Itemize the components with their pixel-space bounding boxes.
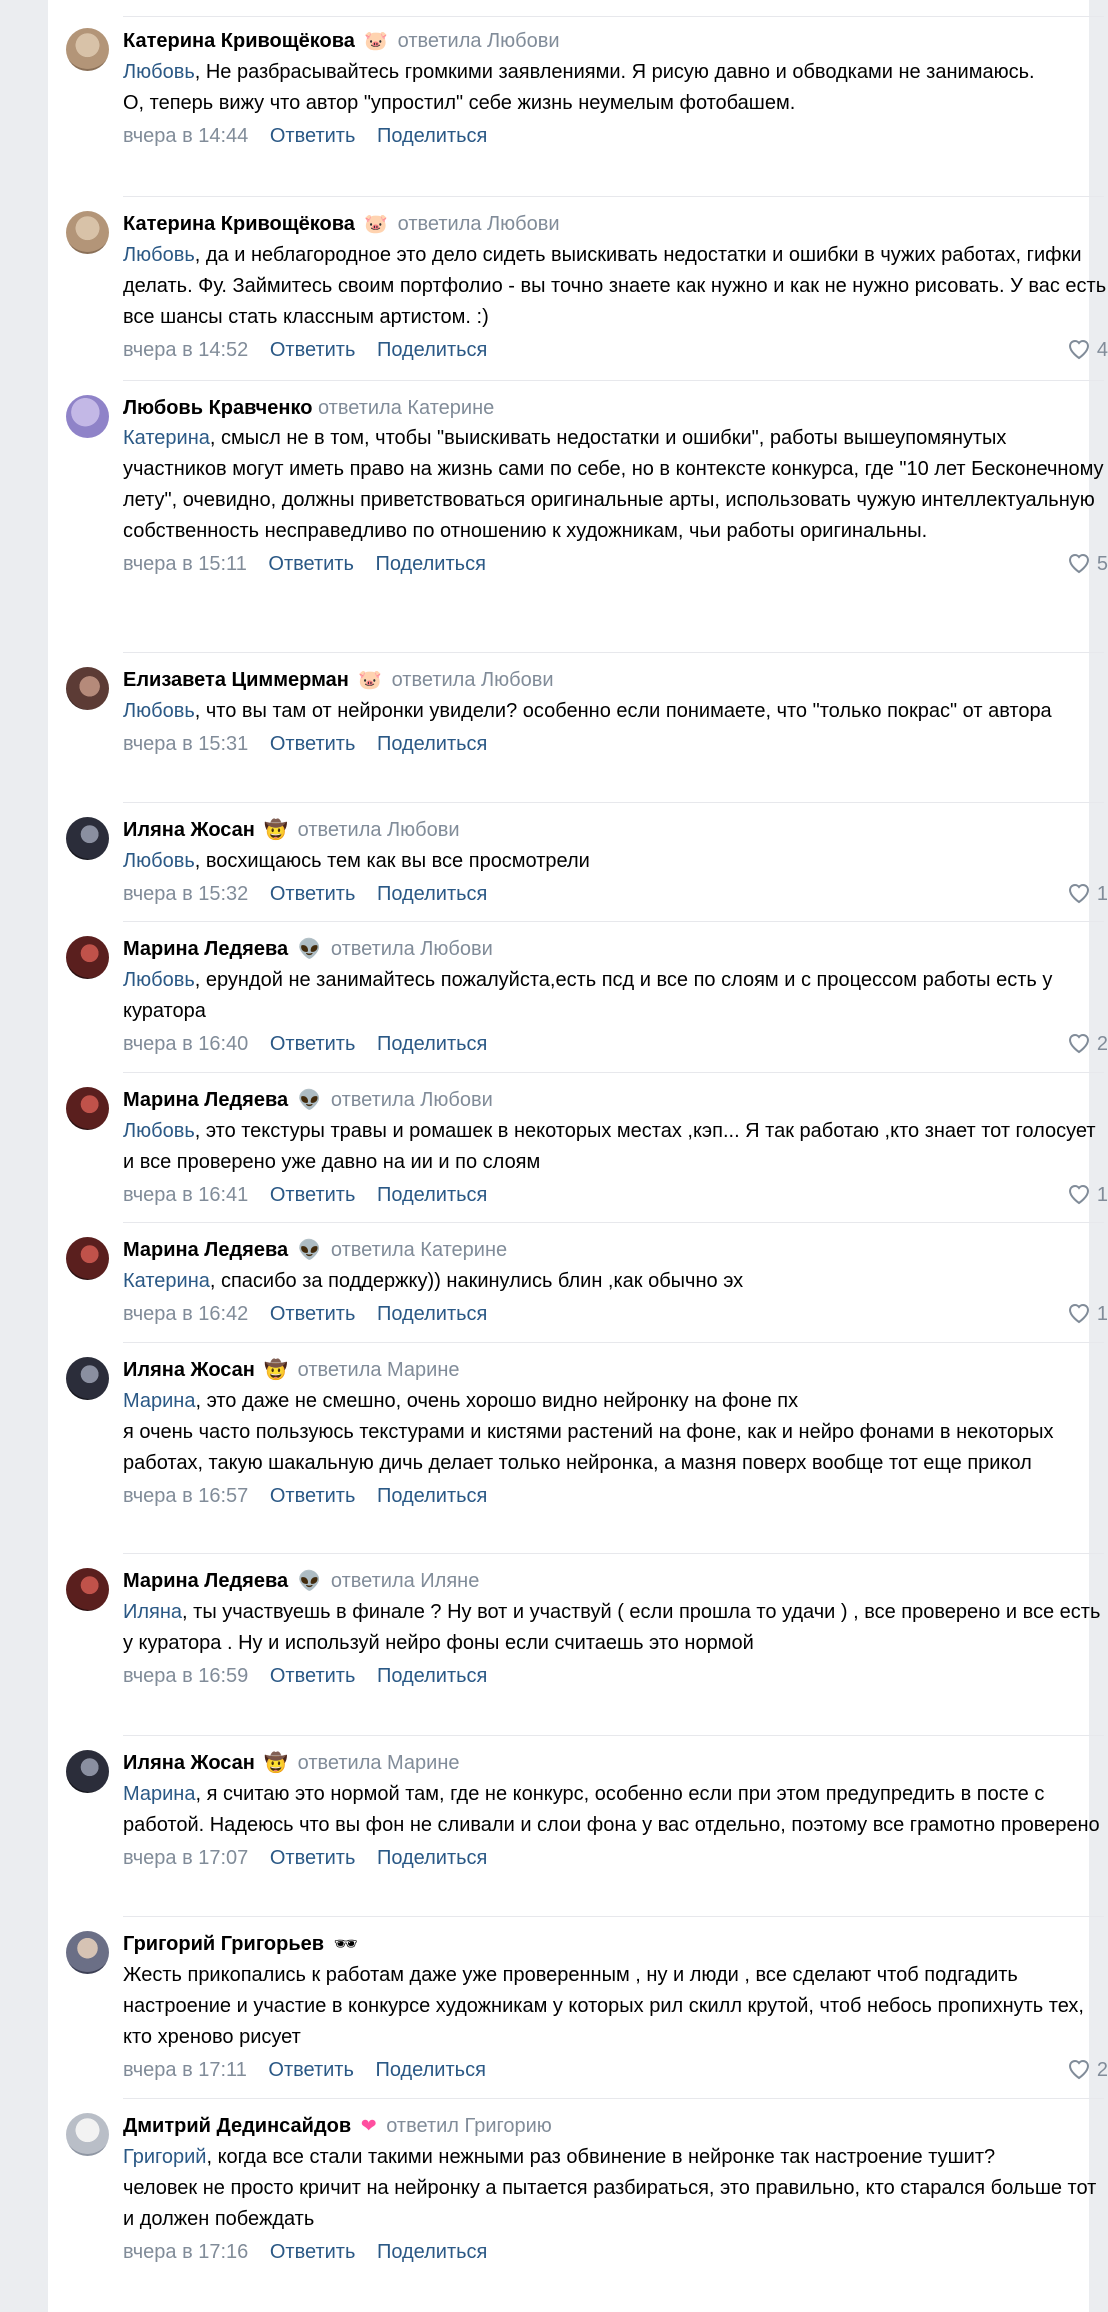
sunglasses-emoji-icon: 🕶 [333,1933,358,1955]
mention-link[interactable]: Любовь [123,699,195,722]
replied-to-link[interactable]: ответила Любови [397,213,560,235]
replied-to-link[interactable]: ответила Катерине [330,1239,508,1261]
share-button[interactable]: Поделиться [376,1664,488,1687]
like-count: 4 [1096,338,1108,361]
comment-time[interactable]: вчера в 17:07 [123,1846,249,1869]
comment-meta [123,335,1108,365]
divider [123,1916,1104,1917]
comment-text: Катерина, смысл не в том, чтобы "выискивать недостатки и ошибки", работы вышеупомянутых участников могут иметь право на жизнь сами по себе, но в контексте конкурса, где "10 лет Бесконечному лету", очевидно, должны приветствоваться оригинальные арты, использовать чужую интеллектуальную собственность несправедливо по отношению к художникам, чьи работы оригинальны. [123,427,1104,542]
comment-time[interactable]: вчера в 17:11 [123,2058,247,2081]
reply-button[interactable]: Ответить [269,882,356,905]
avatar[interactable] [66,817,109,860]
comment-author[interactable]: Марина Ледяева [123,1239,289,1261]
divider [123,1735,1104,1736]
avatar[interactable] [66,1087,109,1130]
reply-button[interactable]: Ответить [269,1664,356,1687]
reply-button[interactable]: Ответить [269,732,356,755]
heart-icon [1067,882,1091,904]
pink-heart-emoji-icon: ❤ [360,2115,377,2137]
comment-meta [123,2055,1108,2085]
comment-time[interactable]: вчера в 16:59 [123,1664,249,1687]
divider [123,1222,1104,1223]
replied-to-link[interactable]: ответила Марине [297,1359,460,1381]
like-button[interactable] [1067,549,1108,579]
cowboy-hat-emoji-icon: 🤠 [264,1752,289,1774]
mention-link[interactable]: Марина [123,1782,196,1805]
mention-link[interactable]: Марина [123,1389,196,1412]
comment-meta [123,549,1108,579]
share-button[interactable]: Поделиться [376,882,488,905]
divider [123,1553,1104,1554]
reply-button[interactable]: Ответить [269,1302,356,1325]
comment-text: Жесть прикопались к работам даже уже проверенным , ну и люди , все сделают чтоб подгадить настроение и участие в конкурсе художникам у которых рил скилл крутой, чтоб небось пропихнуть тех, кто хреново рисует [123,1963,1084,2048]
share-button[interactable]: Поделиться [376,1484,488,1507]
divider [123,652,1104,653]
mention-link[interactable]: Любовь [123,1119,195,1142]
heart-icon [1067,1183,1091,1205]
share-button[interactable]: Поделиться [376,732,488,755]
replied-to-link[interactable]: ответила Любови [330,1089,493,1111]
comment-text: Любовь, ерундой не занимайтесь пожалуйста,есть псд и все по слоям и с процессом работы есть у куратора [123,968,1053,1022]
like-count: 1 [1096,1183,1108,1206]
mention-link[interactable]: Любовь [123,60,195,83]
alien-emoji-icon: 👽 [297,1570,322,1592]
comment-author[interactable]: Дмитрий Дединсайдов [123,2115,352,2137]
comment-author[interactable]: Марина Ледяева [123,938,289,960]
comment-text: Любовь, восхищаюсь тем как вы все просмотрели [123,849,590,872]
replied-to-link[interactable]: ответила Иляне [330,1570,480,1592]
comment-meta [123,1661,1108,1691]
mention-link[interactable]: Катерина [123,427,210,449]
comment-meta [123,729,1108,759]
comment-text: Иляна, ты участвуешь в финале ? Ну вот и участвуй ( если прошла то удачи ) , все проверено и все есть у куратора . Ну и используй нейро фоны если считаешь это нормой [123,1600,1101,1654]
comment-author[interactable]: Иляна Жосан [123,819,255,841]
comment-text: Марина, я считаю это нормой там, где не конкурс, особенно если при этом предупредить в посте с работой. Надеюсь что вы фон не сливали и слои фона у вас отдельно, поэтому все грамотно проверено [123,1782,1100,1836]
comment-text: Любовь, Не разбрасывайтесь громкими заявлениями. Я рисую давно и обводками не занимаюсь. О, теперь вижу что автор "упростил" себе жизнь неумелым фотобашем. [123,60,1035,114]
comment-time[interactable]: вчера в 15:32 [123,882,249,905]
reply-button[interactable]: Ответить [268,2058,354,2081]
avatar[interactable] [66,2113,109,2156]
comment-meta [123,121,1108,151]
comment-meta [123,1481,1108,1511]
share-button[interactable]: Поделиться [375,553,486,575]
divider [123,802,1104,803]
replied-to-link[interactable]: ответил Григорию [386,2115,552,2137]
comment-time[interactable]: вчера в 14:44 [123,124,249,147]
comment-meta [123,1843,1108,1873]
reply-button[interactable]: Ответить [269,1183,356,1206]
comment-meta [123,879,1108,909]
share-button[interactable]: Поделиться [376,1183,488,1206]
comment-meta [123,1299,1108,1329]
comment-author[interactable]: Елизавета Циммерман [123,669,349,691]
share-button[interactable]: Поделиться [376,1846,488,1869]
mention-link[interactable]: Любовь [123,968,195,991]
divider [123,380,1104,381]
cowboy-hat-emoji-icon: 🤠 [264,1359,289,1381]
comment-time[interactable]: вчера в 15:11 [123,553,247,575]
like-count: 1 [1096,1302,1108,1325]
like-button[interactable] [1067,1180,1108,1210]
avatar[interactable] [66,395,109,438]
comment-text: Любовь, это текстуры травы и ромашек в некоторых местах ,кэп... Я так работаю ,кто знает тот голосует и все проверено уже давно на ии и по слоям [123,1119,1096,1173]
comment-time[interactable]: вчера в 16:40 [123,1032,249,1055]
replied-to-link[interactable]: ответила Любови [297,819,460,841]
avatar[interactable] [66,936,109,979]
comment-text: Катерина, спасибо за поддержку)) накинулись блин ,как обычно эх [123,1269,744,1292]
comment-author[interactable]: Любовь Кравченко [123,397,313,419]
divider [123,1342,1104,1343]
pig-face-emoji-icon: 🐷 [364,213,389,235]
comment-time[interactable]: вчера в 16:42 [123,1302,249,1325]
replied-to-link[interactable]: ответила Любови [391,669,554,691]
comment-text: Любовь, да и неблагородное это дело сидеть выискивать недостатки и ошибки в чужих работах, гифки делать. Фу. Займитесь своим портфолио - вы точно знаете как нужно и как не нужно рисовать. У вас есть все шансы стать классным артистом. :) [123,243,1107,328]
comments-panel [48,0,1108,2312]
mention-link[interactable]: Любовь [123,243,195,266]
comment-author[interactable]: Марина Ледяева [123,1570,289,1592]
comment-meta [123,2237,1108,2267]
alien-emoji-icon: 👽 [297,938,322,960]
share-button[interactable]: Поделиться [376,338,488,361]
comment-time[interactable]: вчера в 16:41 [123,1183,249,1206]
comment-text: Любовь, что вы там от нейронки увидели? особенно если понимаете, что "только покрас" от автора [123,699,1052,722]
share-button[interactable]: Поделиться [376,2240,488,2263]
comment-author[interactable]: Катерина Кривощёкова [123,213,355,235]
alien-emoji-icon: 👽 [297,1239,322,1261]
cowboy-hat-emoji-icon: 🤠 [264,819,289,841]
comment-text: Марина, это даже не смешно, очень хорошо видно нейронку на фоне пх я очень часто пользуюсь текстурами и кистями растений на фоне, как и нейро фонами в некоторых работах, такую шакальную дичь делает только нейронка, а мазня поверх вообще тот еще прикол [123,1389,1054,1474]
avatar[interactable] [66,1568,109,1611]
reply-button[interactable]: Ответить [269,338,356,361]
pig-face-emoji-icon: 🐷 [358,669,383,691]
mention-link[interactable]: Иляна [123,1600,183,1623]
share-button[interactable]: Поделиться [376,1302,488,1325]
divider [123,2098,1104,2099]
share-button[interactable]: Поделиться [376,1032,488,1055]
like-button[interactable] [1067,335,1108,365]
heart-icon [1067,1302,1091,1324]
divider [123,196,1104,197]
reply-button[interactable]: Ответить [269,1846,356,1869]
comment-author[interactable]: Марина Ледяева [123,1089,289,1111]
share-button[interactable]: Поделиться [375,2058,486,2081]
like-count: 2 [1096,2058,1108,2081]
comment-text: Григорий, когда все стали такими нежными раз обвинение в нейронке так настроение тушит? человек не просто кричит на нейронку а пытается разбираться, это правильно, кто старался больше тот и должен побеждать [123,2145,1097,2230]
like-button[interactable] [1067,1299,1108,1329]
like-count: 1 [1096,882,1108,905]
replied-to-link[interactable]: ответила Марине [297,1752,460,1774]
replied-to-link[interactable]: ответила Любови [330,938,493,960]
comment-meta [123,1180,1108,1210]
avatar[interactable] [66,1237,109,1280]
avatar[interactable] [66,667,109,710]
replied-to-link[interactable]: ответила Катерине [318,397,495,419]
comment-author[interactable]: Катерина Кривощёкова [123,30,355,52]
heart-icon [1067,2058,1091,2080]
reply-button[interactable]: Ответить [269,1032,356,1055]
divider [123,1072,1104,1073]
reply-button[interactable]: Ответить [269,2240,356,2263]
comment-author[interactable]: Иляна Жосан [123,1359,255,1381]
like-count: 5 [1096,553,1108,575]
avatar[interactable] [66,1750,109,1793]
reply-button[interactable]: Ответить [268,553,354,575]
reply-button[interactable]: Ответить [269,1484,356,1507]
mention-link[interactable]: Любовь [123,849,195,872]
divider [123,921,1104,922]
like-count: 2 [1096,1032,1108,1055]
heart-icon [1067,552,1091,574]
comment-time[interactable]: вчера в 16:57 [123,1484,249,1507]
like-button[interactable] [1067,2055,1108,2085]
comment-author[interactable]: Иляна Жосан [123,1752,255,1774]
avatar[interactable] [66,1931,109,1974]
comment-time[interactable]: вчера в 14:52 [123,338,249,361]
avatar[interactable] [66,211,109,254]
heart-icon [1067,338,1091,360]
reply-button[interactable]: Ответить [269,124,356,147]
mention-link[interactable]: Катерина [123,1269,210,1292]
comment-time[interactable]: вчера в 17:16 [123,2240,249,2263]
divider [123,0,1104,17]
mention-link[interactable]: Григорий [123,2145,207,2168]
avatar[interactable] [66,28,109,71]
comment-author[interactable]: Григорий Григорьев [123,1933,325,1955]
avatar[interactable] [66,1357,109,1400]
share-button[interactable]: Поделиться [376,124,488,147]
comment-meta [123,1029,1108,1059]
like-button[interactable] [1067,879,1108,909]
like-button[interactable] [1067,1029,1108,1059]
pig-face-emoji-icon: 🐷 [364,30,389,52]
comment-time[interactable]: вчера в 15:31 [123,732,249,755]
heart-icon [1067,1032,1091,1054]
replied-to-link[interactable]: ответила Любови [397,30,560,52]
alien-emoji-icon: 👽 [297,1089,322,1111]
